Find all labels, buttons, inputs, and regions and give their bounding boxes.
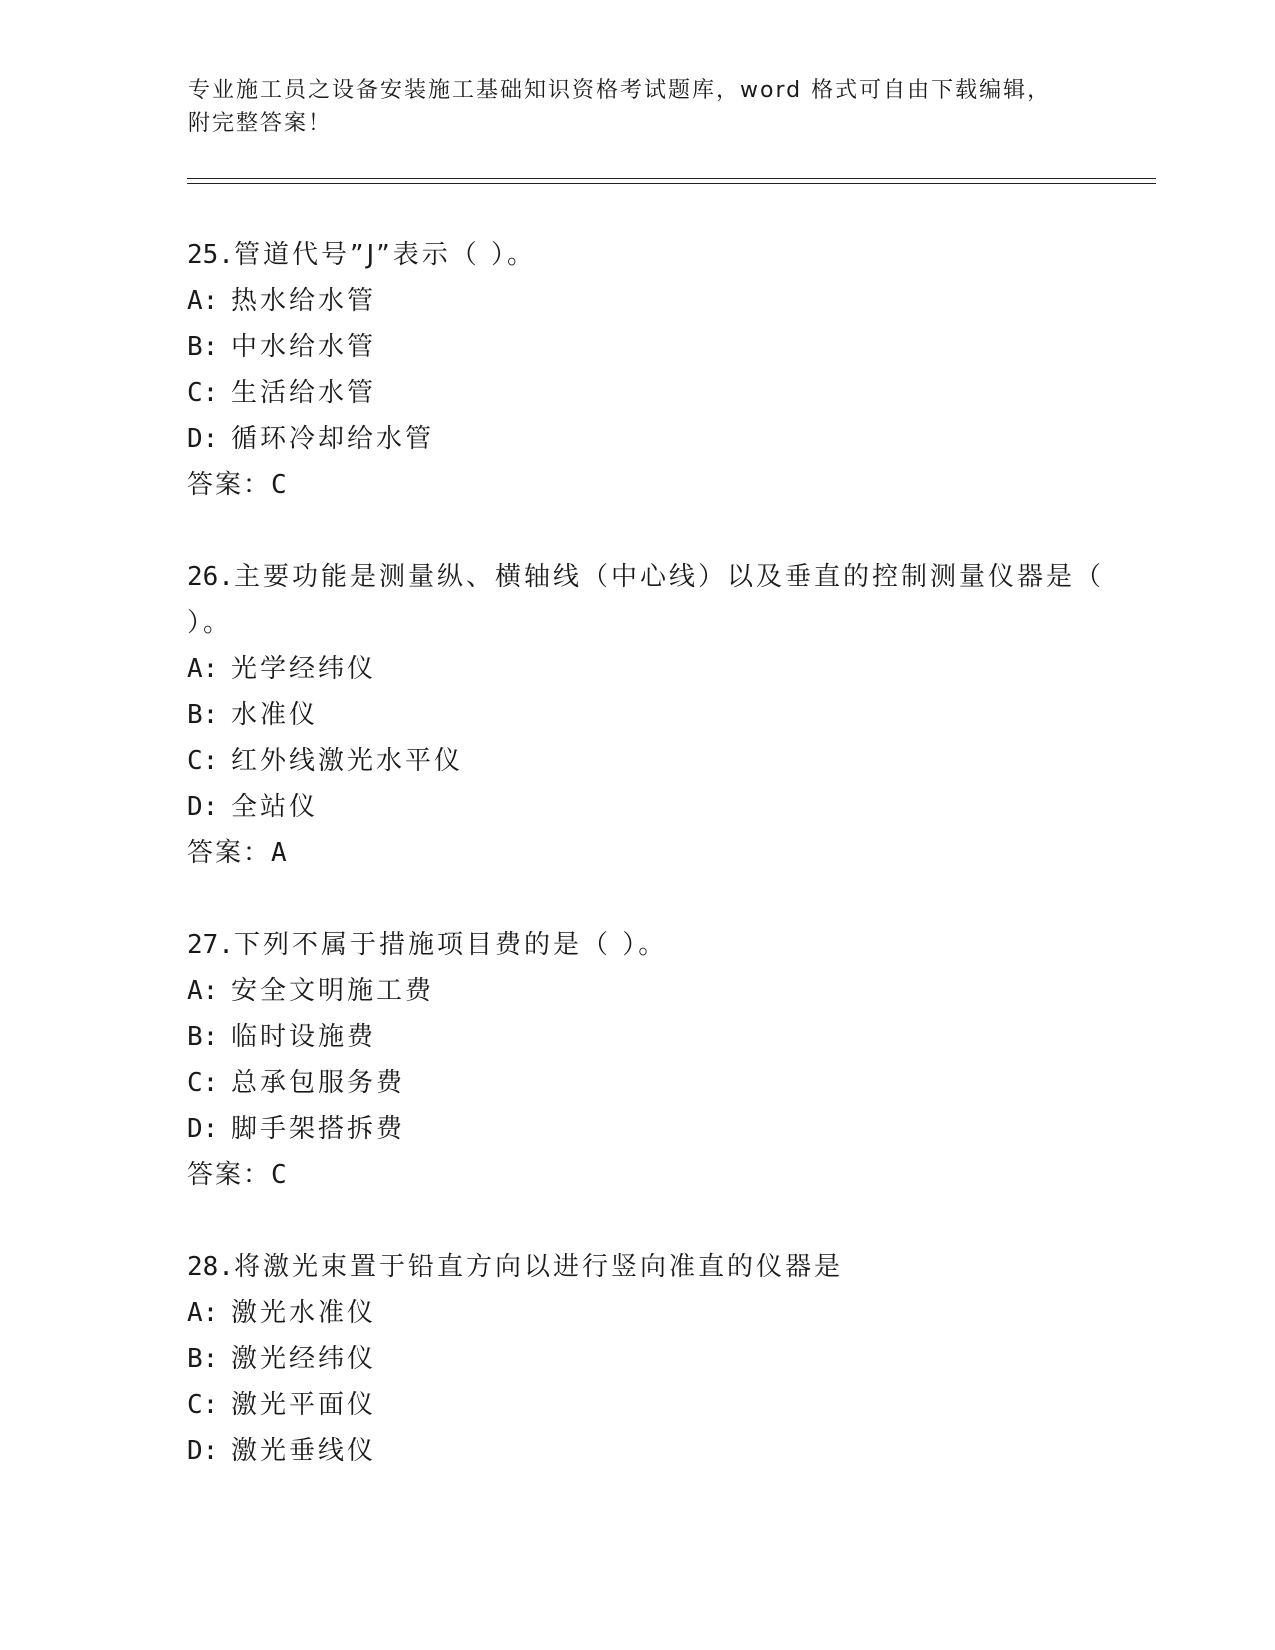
option-text: 激光垂线仪	[231, 1436, 377, 1466]
question-28	[187, 1244, 1127, 1474]
option-c	[187, 370, 1127, 416]
option-b	[187, 1014, 1127, 1060]
option-letter: A:	[187, 1298, 219, 1328]
option-text: 脚手架搭拆费	[231, 1114, 406, 1144]
option-letter: C:	[187, 378, 219, 408]
answer-line	[187, 1152, 1127, 1198]
option-d	[187, 416, 1127, 462]
answer-label: 答案：	[187, 1160, 272, 1190]
option-text: 安全文明施工费	[231, 976, 435, 1006]
option-text: 激光水准仪	[231, 1298, 377, 1328]
question-25	[187, 232, 1127, 508]
answer-label: 答案：	[187, 838, 272, 868]
option-text: 光学经纬仪	[231, 654, 377, 684]
question-text: 主要功能是测量纵、横轴线（中心线）以及垂直的控制测量仪器是（ ）。	[187, 562, 1104, 638]
option-d	[187, 1428, 1127, 1474]
document-header	[188, 74, 1088, 140]
option-letter: D:	[187, 792, 219, 822]
option-text: 激光经纬仪	[231, 1344, 377, 1374]
header-line-1: 专业施工员之设备安装施工基础知识资格考试题库，word 格式可自由下载编辑，	[188, 78, 1052, 103]
answer-value: A	[271, 838, 289, 868]
option-a	[187, 1290, 1127, 1336]
option-text: 激光平面仪	[231, 1390, 377, 1420]
option-letter: D:	[187, 1436, 219, 1466]
question-text: 管道代号”J”表示（ ）。	[233, 240, 537, 270]
header-line-2: 附完整答案！	[188, 111, 333, 136]
question-list	[187, 232, 1127, 1520]
option-text: 临时设施费	[231, 1022, 377, 1052]
question-stem	[187, 232, 1127, 278]
option-text: 中水给水管	[231, 332, 377, 362]
option-letter: A:	[187, 286, 219, 316]
header-divider-bottom	[187, 183, 1156, 184]
option-text: 热水给水管	[231, 286, 377, 316]
question-number: 25.	[187, 240, 234, 270]
option-text: 水准仪	[231, 700, 319, 730]
question-stem	[187, 1244, 1127, 1290]
question-text: 将激光束置于铅直方向以进行竖向准直的仪器是	[233, 1252, 843, 1282]
question-number: 26.	[187, 562, 234, 592]
option-letter: B:	[187, 700, 219, 730]
header-divider-top	[187, 178, 1156, 179]
option-letter: A:	[187, 976, 219, 1006]
option-c	[187, 1382, 1127, 1428]
option-text: 生活给水管	[231, 378, 377, 408]
option-letter: D:	[187, 424, 219, 454]
option-letter: A:	[187, 654, 219, 684]
option-letter: C:	[187, 1068, 219, 1098]
question-stem	[187, 922, 1127, 968]
option-a	[187, 968, 1127, 1014]
answer-value: C	[271, 1160, 289, 1190]
question-26	[187, 554, 1127, 876]
option-text: 全站仪	[231, 792, 319, 822]
option-a	[187, 646, 1127, 692]
answer-line	[187, 462, 1127, 508]
option-c	[187, 1060, 1127, 1106]
option-d	[187, 1106, 1127, 1152]
answer-value: C	[271, 470, 289, 500]
option-d	[187, 784, 1127, 830]
option-letter: D:	[187, 1114, 219, 1144]
question-number: 28.	[187, 1252, 234, 1282]
option-text: 循环冷却给水管	[231, 424, 435, 454]
option-b	[187, 692, 1127, 738]
option-text: 总承包服务费	[231, 1068, 406, 1098]
answer-line	[187, 830, 1127, 876]
option-b	[187, 324, 1127, 370]
option-letter: B:	[187, 332, 219, 362]
answer-label: 答案：	[187, 470, 272, 500]
question-27	[187, 922, 1127, 1198]
question-number: 27.	[187, 930, 234, 960]
option-letter: C:	[187, 1390, 219, 1420]
option-letter: B:	[187, 1022, 219, 1052]
option-letter: C:	[187, 746, 219, 776]
option-c	[187, 738, 1127, 784]
question-text: 下列不属于措施项目费的是（ ）。	[233, 930, 668, 960]
question-stem	[187, 554, 1127, 646]
option-a	[187, 278, 1127, 324]
option-letter: B:	[187, 1344, 219, 1374]
option-text: 红外线激光水平仪	[231, 746, 464, 776]
option-b	[187, 1336, 1127, 1382]
